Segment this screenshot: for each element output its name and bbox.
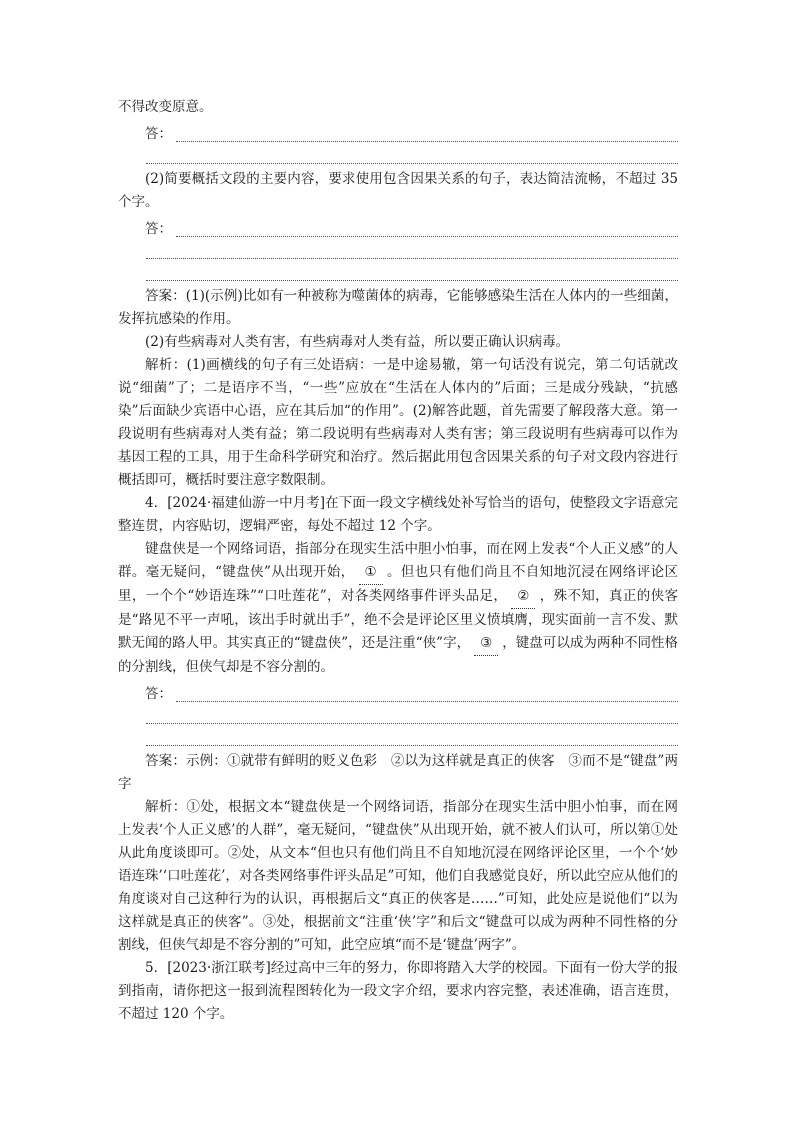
document-page (118, 96, 678, 1026)
answer-4: 答案：示例：①就带有鲜明的贬义色彩 ②以为这样就是真正的侠客 ③而不是“键盘”两字 (118, 753, 678, 792)
question-3-2: (2)简要概括文段的主要内容，要求使用包含因果关系的句子，表达简洁流畅，不超过 35 个字。 (118, 171, 678, 210)
answer-line-q1-extra (118, 142, 678, 164)
fill-blank-1: ① (359, 561, 383, 585)
answer-blank-line (176, 688, 678, 702)
answer-line-q1 (118, 119, 678, 142)
question-4-passage (118, 538, 678, 679)
answer-line-q4-extra-1 (118, 702, 678, 724)
continued-text: 不得改变原意。 (118, 99, 213, 115)
passage-text: ，键盘可以成为两种不同性格的分割线，但侠气却是不容分割的。 (118, 635, 678, 675)
answer-3-part1: 答案：(1)(示例)比如有一种被称为噬菌体的病毒，它能够感染生活在人体内的一些细菌，发挥抗感染的作用。 (118, 288, 678, 327)
answer-blank-line (176, 223, 678, 237)
answer-label: 答： (145, 686, 172, 702)
passage-text: ，殊不知，真正的侠客是“路见不平一声吼，该出手时就出手”，绝不会是评论区里义愤填膺，现实面前一言不发、默默无闻的路人甲。其实真正的“键盘侠”，还是注重“侠”字， (118, 588, 679, 651)
answer-blank-line (146, 732, 678, 746)
passage-text: 键盘侠是一个网络词语，指部分在现实生活中胆小怕事，而在网上发表“个人正义感”的人群。毫无疑问，“键盘侠”从出现开始， (118, 541, 678, 580)
answer-line-q2-extra-2 (118, 259, 678, 281)
answer-blank-line (146, 267, 678, 281)
question-4-heading: 4．[2024·福建仙游一中月考]在下面一段文字横线处补写恰当的语句，使整段文字语意完整连贯，内容贴切，逻辑严密，每处不超过 12 个字。 (118, 495, 678, 534)
answer-blank-line (176, 128, 678, 142)
answer-3-part2: (2)有些病毒对人类有害，有些病毒对人类有益，所以要正确认识病毒。 (145, 334, 570, 350)
fill-blank-3: ③ (474, 632, 498, 656)
answer-line-q2-extra-1 (118, 237, 678, 259)
analysis-4: 解析：①处，根据文本“键盘侠是一个网络词语，指部分在现实生活中胆小怕事，而在网上发表‘个人正义感’的人群”，毫无疑问，“键盘侠”从出现开始，就不被人们认可，所以第①处从此角度谈即可。②处，从文本“但也只有他们尚且不自知地沉浸在网络评论区里，一个个‘妙语连珠’‘口吐莲花’，对各类网络事件评头品足”可知，他们自我感觉良好，所以此空应从他们的角度谈对自己这种行为的认识，再根据后文“真正的侠客是……”可知，此处应是说他们“以为这样就是真正的侠客”。③处，根据前文“注重‘侠’字”和后文“键盘可以成为两种不同性格的分割线，但侠气却是不容分割的”可知，此空应填“而不是‘键盘’两字”。 (118, 799, 678, 953)
answer-label: 答： (145, 221, 172, 237)
answer-blank-line (146, 245, 678, 259)
answer-line-q4 (118, 679, 678, 702)
answer-blank-line (146, 150, 678, 164)
answer-label: 答： (145, 126, 172, 142)
answer-line-q4-extra-2 (118, 724, 678, 746)
passage-text: 。但也只有他们尚且不自知地沉浸在网络评论区里，一个个“妙语连珠”“口吐莲花”，对各类网络事件评头品足， (118, 564, 678, 604)
answer-blank-line (146, 710, 678, 724)
question-5-heading: 5．[2023·浙江联考]经过高中三年的努力，你即将踏入大学的校园。下面有一份大学的报到指南，请你把这一报到流程图转化为一段文字介绍，要求内容完整，表述准确，语言连贯，不超过 120 个字。 (118, 960, 678, 1022)
fill-blank-2: ② (511, 585, 535, 609)
answer-line-q2 (118, 214, 678, 237)
analysis-3: 解析：(1)画横线的句子有三处语病：一是中途易辙，第一句话没有说完，第二句话就改说“细菌”了；二是语序不当，“一些”应放在“生活在人体内的”后面；三是成分残缺，“抗感染”后面缺少宾语中心语，应在其后加“的作用”。(2)解答此题，首先需要了解段落大意。第一段说明有些病毒对人类有益；第二段说明有些病毒对人类有害；第三段说明有些病毒可以作为基因工程的工具，用于生命科学研究和治疗。然后据此用包含因果关系的句子对文段内容进行概括即可，概括时要注意字数限制。 (118, 357, 678, 488)
